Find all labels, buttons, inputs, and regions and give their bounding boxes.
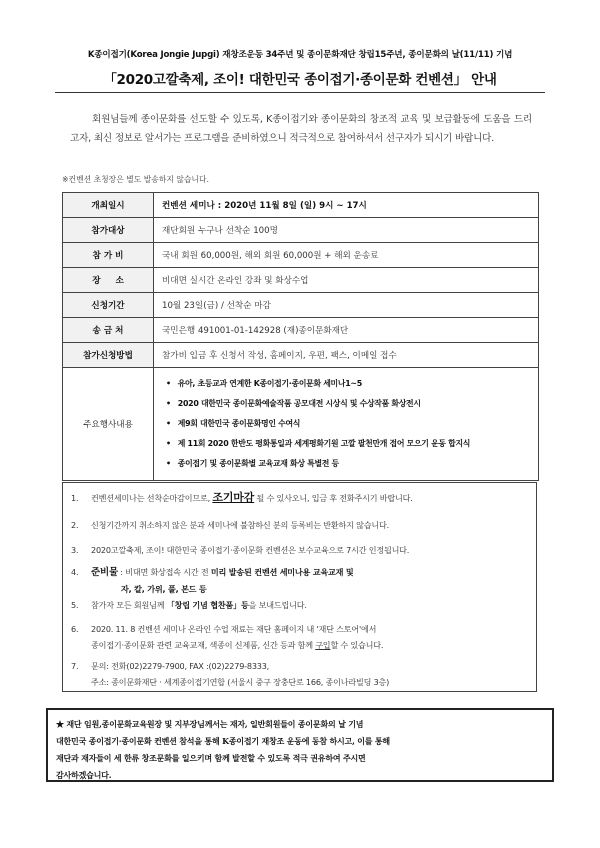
notice-emphasis: 자, 칼, 가위, 풀, 본드 등 bbox=[121, 584, 207, 594]
table-row bbox=[63, 368, 539, 481]
row-value: 컨벤션 세미나 : 2020년 11월 8일 (일) 9시 ~ 17시 bbox=[154, 193, 539, 218]
supplies-label: 준비물 bbox=[91, 567, 118, 578]
notice-text: 참가자 모든 회원님께 bbox=[91, 600, 167, 610]
list-item: • 제 11회 2020 한반도 평화통일과 세계평화기원 고깔 팔천만개 접어 모으기 운동 합지식 bbox=[166, 434, 530, 454]
row-value: 참가비 입금 후 신청서 작성, 홈페이지, 우편, 팩스, 이메일 접수 bbox=[154, 343, 539, 368]
thanks-text: 감사하겠습니다. bbox=[56, 770, 112, 780]
thanks-box bbox=[46, 708, 554, 782]
item-number: 1. bbox=[71, 493, 79, 503]
notice-text: 할 수 있습니다. bbox=[330, 640, 384, 650]
row-label: 신청기간 bbox=[63, 293, 154, 318]
notice-emphasis: 구입 bbox=[315, 640, 331, 650]
early-close-emphasis: 조기마감 bbox=[212, 491, 255, 504]
row-label: 송 금 처 bbox=[63, 318, 154, 343]
notice-item-1 bbox=[71, 490, 530, 506]
row-value: 국민은행 491001-01-142928 (재)종이문화재단 bbox=[154, 318, 539, 343]
list-item: • 종이접기 및 종이문화별 교육교재 화상 특별전 등 bbox=[166, 454, 530, 474]
notice-text: 될 수 있사오니, 입금 후 전화주시기 바랍니다. bbox=[254, 493, 413, 503]
item-number: 6. bbox=[71, 624, 79, 634]
notice-text: 종이접기·종이문화 관련 교육교재, 색종이 신제품, 신간 등과 함께 bbox=[91, 640, 316, 650]
event-info-table bbox=[62, 192, 539, 481]
title-divider bbox=[55, 92, 545, 93]
row-value: 10월 23일(금) / 선착순 마감 bbox=[154, 293, 539, 318]
row-label: 개최일시 bbox=[63, 193, 154, 218]
notice-item-7 bbox=[71, 658, 530, 690]
notice-item-4 bbox=[71, 564, 530, 597]
table-row bbox=[63, 243, 539, 268]
row-label: 장 소 bbox=[63, 268, 154, 293]
contact-text: 문의: 전화(02)2279-7900, FAX :(02)2279-8333, bbox=[91, 661, 270, 671]
intro-paragraph: 회원님들께 종이문화를 선도할 수 있도록, K종이접기와 종이문화의 창조적 교육 및 보급활동에 도움을 드리고자, 최신 정보로 알서가는 프로그램을 준비하였으니 적극적으로 참여하셔서 선구자가 되시기 바랍니다. bbox=[70, 114, 532, 144]
notice-text: 2020고깔축제, 조이! 대한민국 종이접기·종이문화 컨벤션은 보수교육으로 7시간 인정됩니다. bbox=[91, 545, 410, 555]
star-icon: ★ bbox=[56, 719, 64, 729]
table-row bbox=[63, 343, 539, 368]
notice-text: 을 보내드립니다. bbox=[248, 600, 307, 610]
notice-text: 컨벤션세미나는 선착순마감이므로, bbox=[91, 493, 213, 503]
table-row bbox=[63, 193, 539, 218]
notice-box bbox=[62, 482, 537, 692]
notice-text: 신청기간까지 취소하지 않은 분과 세미나에 불참하신 분의 등록비는 반환하지 않습니다. bbox=[91, 520, 389, 530]
notice-item-2 bbox=[71, 517, 530, 533]
row-label: 참 가 비 bbox=[63, 243, 154, 268]
notice-text: : 비대면 화상접속 시간 전 bbox=[117, 567, 211, 577]
page-title: 「2020고깔축제, 조이! 대한민국 종이접기·종이문화 컨벤션」 안내 bbox=[103, 72, 497, 88]
item-number: 4. bbox=[71, 567, 79, 577]
table-row bbox=[63, 318, 539, 343]
table-row bbox=[63, 268, 539, 293]
row-label: 주요행사내용 bbox=[63, 368, 154, 481]
item-number: 2. bbox=[71, 520, 79, 530]
list-item: • 2020 대한민국 종이문화예술작품 공모대전 시상식 및 수상작품 화상전시 bbox=[166, 394, 530, 414]
thanks-text: 대한민국 종이접기·종이문화 컨벤션 참석을 통해 K종이접기 재창조 운동에 동참 하시고, 이를 통해 bbox=[56, 736, 390, 746]
row-value: 재단회원 누구나 선착순 100명 bbox=[154, 218, 539, 243]
item-number: 5. bbox=[71, 600, 79, 610]
thanks-text: 재단 임원,종이문화교육원장 및 지부장님께서는 재자, 일반회원들이 종이문화의 날 기념 bbox=[63, 719, 364, 729]
address-text: 주소: 종이문화재단 · 세계종이접기연합 (서울시 중구 장충단로 166, 종이나라빌딩 3층) bbox=[91, 677, 390, 687]
notice-emphasis: 미리 발송된 컨벤션 세미나용 교육교재 및 bbox=[210, 567, 354, 577]
event-subtitle: K종이접기(Korea Jongie Jupgi) 재창조운동 34주년 및 종이문화재단 창립15주년, 종이문화의 날(11/11) 기념 bbox=[87, 50, 513, 60]
row-value: 국내 회원 60,000원, 해외 회원 60,000원 + 해외 운송료 bbox=[154, 243, 539, 268]
thanks-text: 재단과 재자들이 세 한류 창조문화를 일으키며 함께 발전할 수 있도록 적극 권유하여 주시면 bbox=[56, 753, 366, 763]
item-number: 7. bbox=[71, 661, 79, 671]
list-item: • 유아, 초등교과 연계한 K종이접기·종이문화 세미나1~5 bbox=[166, 374, 530, 394]
notice-text: 2020. 11. 8 컨벤션 세미나 온라인 수업 재료는 재단 홈페이지 내 '재단 스토어'에서 bbox=[91, 624, 377, 634]
invitation-note: ※컨벤션 초청장은 별도 발송하지 않습니다. bbox=[62, 175, 209, 184]
events-list bbox=[166, 374, 530, 474]
notice-emphasis: 「창립 기념 협찬품」등 bbox=[166, 600, 249, 610]
notice-item-5 bbox=[71, 597, 530, 613]
row-label: 참가신청방법 bbox=[63, 343, 154, 368]
table-row bbox=[63, 293, 539, 318]
events-cell bbox=[154, 368, 539, 481]
table-row bbox=[63, 218, 539, 243]
row-label: 참가대상 bbox=[63, 218, 154, 243]
row-value: 비대면 실시간 온라인 강좌 및 화상수업 bbox=[154, 268, 539, 293]
list-item: • 제9회 대한민국 종이문화명인 수여식 bbox=[166, 414, 530, 434]
notice-item-3 bbox=[71, 542, 530, 558]
notice-item-6 bbox=[71, 621, 530, 653]
item-number: 3. bbox=[71, 545, 79, 555]
